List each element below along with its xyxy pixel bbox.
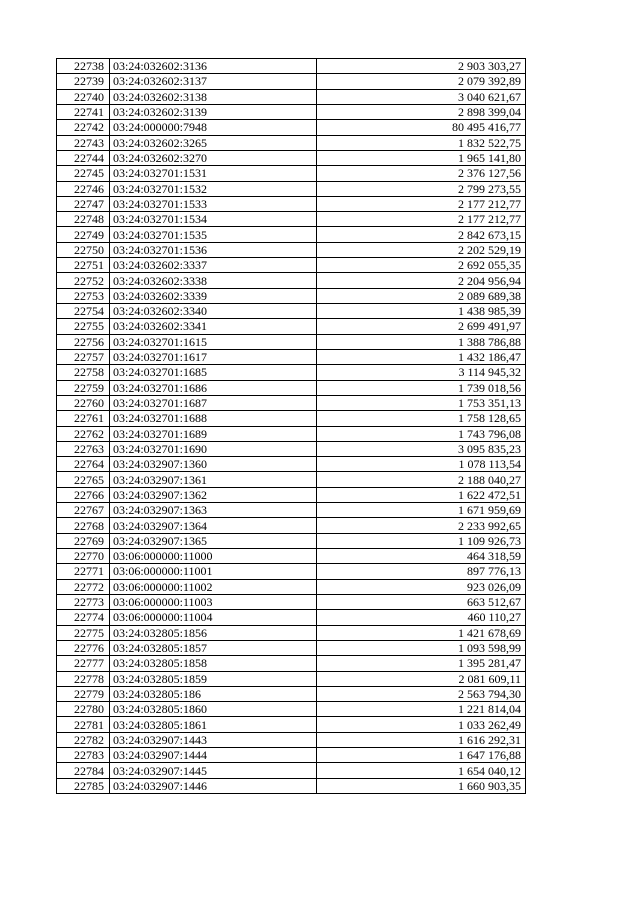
value-cell: 1 743 796,08 [317,426,526,441]
cadastral-number-cell: 03:24:032602:3265 [110,135,317,150]
row-number-cell: 22740 [57,89,110,104]
cadastral-number-cell: 03:24:032701:1536 [110,242,317,257]
table-row [57,487,526,502]
cadastral-number-cell: 03:24:032907:1445 [110,763,317,778]
value-cell: 2 799 273,55 [317,181,526,196]
row-number-cell: 22756 [57,334,110,349]
cadastral-number-cell: 03:24:032907:1365 [110,533,317,548]
table-row [57,120,526,135]
value-cell: 460 110,27 [317,610,526,625]
table-row [57,288,526,303]
cadastral-number-cell: 03:24:032602:3137 [110,74,317,89]
table-row [57,411,526,426]
table-row [57,365,526,380]
value-cell: 1 432 186,47 [317,349,526,364]
row-number-cell: 22772 [57,579,110,594]
value-cell: 1 832 522,75 [317,135,526,150]
value-cell: 1 221 814,04 [317,702,526,717]
value-cell: 2 903 303,27 [317,59,526,74]
table-row [57,594,526,609]
cadastral-number-cell: 03:24:032602:3341 [110,319,317,334]
row-number-cell: 22769 [57,533,110,548]
value-cell: 2 177 212,77 [317,196,526,211]
table-row [57,702,526,717]
cadastral-number-cell: 03:24:032805:1856 [110,625,317,640]
cadastral-number-cell: 03:24:032805:1859 [110,671,317,686]
cadastral-number-cell: 03:24:032602:3338 [110,273,317,288]
row-number-cell: 22759 [57,380,110,395]
value-cell: 2 563 794,30 [317,686,526,701]
row-number-cell: 22771 [57,564,110,579]
cadastral-number-cell: 03:24:032602:3139 [110,104,317,119]
row-number-cell: 22779 [57,686,110,701]
table-row [57,150,526,165]
table-row [57,334,526,349]
row-number-cell: 22745 [57,166,110,181]
cadastral-number-cell: 03:24:032602:3339 [110,288,317,303]
value-cell: 2 233 992,65 [317,518,526,533]
cadastral-number-cell: 03:24:032805:1861 [110,717,317,732]
value-cell: 464 318,59 [317,549,526,564]
value-cell: 2 692 055,35 [317,258,526,273]
cadastral-number-cell: 03:06:000000:11004 [110,610,317,625]
cadastral-number-cell: 03:24:032602:3136 [110,59,317,74]
row-number-cell: 22782 [57,732,110,747]
value-cell: 3 114 945,32 [317,365,526,380]
value-cell: 1 078 113,54 [317,457,526,472]
cadastral-number-cell: 03:24:032701:1690 [110,441,317,456]
table-row [57,349,526,364]
table-row [57,380,526,395]
table-row [57,472,526,487]
cadastral-number-cell: 03:06:000000:11002 [110,579,317,594]
row-number-cell: 22776 [57,640,110,655]
row-number-cell: 22754 [57,304,110,319]
table-row [57,686,526,701]
value-cell: 3 095 835,23 [317,441,526,456]
cadastral-number-cell: 03:24:032701:1685 [110,365,317,380]
table-row [57,533,526,548]
cadastral-number-cell: 03:24:032907:1364 [110,518,317,533]
data-table [56,58,526,794]
table-row [57,518,526,533]
row-number-cell: 22777 [57,656,110,671]
cadastral-number-cell: 03:24:032805:1860 [110,702,317,717]
table-row [57,748,526,763]
row-number-cell: 22751 [57,258,110,273]
table-row [57,304,526,319]
row-number-cell: 22766 [57,487,110,502]
table-row [57,640,526,655]
row-number-cell: 22744 [57,150,110,165]
row-number-cell: 22757 [57,349,110,364]
value-cell: 2 699 491,97 [317,319,526,334]
row-number-cell: 22749 [57,227,110,242]
row-number-cell: 22765 [57,472,110,487]
table-row [57,227,526,242]
cadastral-number-cell: 03:24:032907:1362 [110,487,317,502]
table-row [57,273,526,288]
row-number-cell: 22768 [57,518,110,533]
table-row [57,242,526,257]
table-row [57,395,526,410]
table-row [57,671,526,686]
row-number-cell: 22770 [57,549,110,564]
table-body [57,59,526,794]
value-cell: 80 495 416,77 [317,120,526,135]
cadastral-number-cell: 03:24:032701:1531 [110,166,317,181]
row-number-cell: 22738 [57,59,110,74]
table-row [57,564,526,579]
cadastral-number-cell: 03:24:032701:1534 [110,212,317,227]
row-number-cell: 22761 [57,411,110,426]
cadastral-number-cell: 03:24:032602:3270 [110,150,317,165]
table-row [57,549,526,564]
value-cell: 1 616 292,31 [317,732,526,747]
table-row [57,610,526,625]
row-number-cell: 22781 [57,717,110,732]
value-cell: 1 647 176,88 [317,748,526,763]
cadastral-number-cell: 03:24:032805:1858 [110,656,317,671]
cadastral-number-cell: 03:24:032907:1363 [110,503,317,518]
table-row [57,732,526,747]
table-row [57,59,526,74]
row-number-cell: 22773 [57,594,110,609]
value-cell: 1 395 281,47 [317,656,526,671]
cadastral-number-cell: 03:06:000000:11003 [110,594,317,609]
value-cell: 1 033 262,49 [317,717,526,732]
row-number-cell: 22750 [57,242,110,257]
cadastral-number-cell: 03:24:000000:7948 [110,120,317,135]
table-row [57,181,526,196]
value-cell: 663 512,67 [317,594,526,609]
row-number-cell: 22784 [57,763,110,778]
table-row [57,656,526,671]
table-row [57,74,526,89]
table-row [57,763,526,778]
table-row [57,503,526,518]
value-cell: 1 438 985,39 [317,304,526,319]
table-row [57,717,526,732]
value-cell: 3 040 621,67 [317,89,526,104]
value-cell: 1 758 128,65 [317,411,526,426]
row-number-cell: 22785 [57,778,110,793]
cadastral-number-cell: 03:24:032907:1444 [110,748,317,763]
table-row [57,258,526,273]
row-number-cell: 22755 [57,319,110,334]
row-number-cell: 22780 [57,702,110,717]
cadastral-number-cell: 03:06:000000:11001 [110,564,317,579]
row-number-cell: 22762 [57,426,110,441]
table-row [57,457,526,472]
cadastral-number-cell: 03:24:032907:1446 [110,778,317,793]
value-cell: 2 376 127,56 [317,166,526,181]
table-row [57,625,526,640]
table-row [57,319,526,334]
cadastral-number-cell: 03:24:032701:1532 [110,181,317,196]
cadastral-number-cell: 03:24:032602:3340 [110,304,317,319]
row-number-cell: 22739 [57,74,110,89]
cadastral-number-cell: 03:24:032602:3138 [110,89,317,104]
value-cell: 2 842 673,15 [317,227,526,242]
row-number-cell: 22747 [57,196,110,211]
row-number-cell: 22742 [57,120,110,135]
value-cell: 1 660 903,35 [317,778,526,793]
row-number-cell: 22746 [57,181,110,196]
value-cell: 2 089 689,38 [317,288,526,303]
cadastral-number-cell: 03:24:032907:1361 [110,472,317,487]
table-row [57,196,526,211]
row-number-cell: 22752 [57,273,110,288]
value-cell: 2 188 040,27 [317,472,526,487]
table-row [57,579,526,594]
table-row [57,212,526,227]
table-row [57,778,526,793]
cadastral-number-cell: 03:06:000000:11000 [110,549,317,564]
value-cell: 2 079 392,89 [317,74,526,89]
row-number-cell: 22748 [57,212,110,227]
cadastral-number-cell: 03:24:032701:1617 [110,349,317,364]
value-cell: 1 109 926,73 [317,533,526,548]
cadastral-number-cell: 03:24:032701:1689 [110,426,317,441]
row-number-cell: 22783 [57,748,110,763]
table-row [57,426,526,441]
value-cell: 897 776,13 [317,564,526,579]
cadastral-number-cell: 03:24:032805:186 [110,686,317,701]
row-number-cell: 22764 [57,457,110,472]
table-row [57,135,526,150]
row-number-cell: 22767 [57,503,110,518]
table-row [57,166,526,181]
value-cell: 2 177 212,77 [317,212,526,227]
value-cell: 1 739 018,56 [317,380,526,395]
cadastral-number-cell: 03:24:032907:1443 [110,732,317,747]
value-cell: 1 753 351,13 [317,395,526,410]
value-cell: 1 093 598,99 [317,640,526,655]
value-cell: 923 026,09 [317,579,526,594]
table-row [57,104,526,119]
row-number-cell: 22775 [57,625,110,640]
cadastral-number-cell: 03:24:032701:1688 [110,411,317,426]
value-cell: 1 671 959,69 [317,503,526,518]
value-cell: 2 202 529,19 [317,242,526,257]
cadastral-number-cell: 03:24:032701:1687 [110,395,317,410]
cadastral-number-cell: 03:24:032907:1360 [110,457,317,472]
row-number-cell: 22760 [57,395,110,410]
value-cell: 1 622 472,51 [317,487,526,502]
cadastral-number-cell: 03:24:032701:1533 [110,196,317,211]
value-cell: 2 204 956,94 [317,273,526,288]
cadastral-number-cell: 03:24:032805:1857 [110,640,317,655]
value-cell: 1 654 040,12 [317,763,526,778]
cadastral-number-cell: 03:24:032701:1686 [110,380,317,395]
row-number-cell: 22743 [57,135,110,150]
value-cell: 2 081 609,11 [317,671,526,686]
value-cell: 2 898 399,04 [317,104,526,119]
value-cell: 1 965 141,80 [317,150,526,165]
table-row [57,89,526,104]
row-number-cell: 22753 [57,288,110,303]
row-number-cell: 22758 [57,365,110,380]
value-cell: 1 421 678,69 [317,625,526,640]
row-number-cell: 22774 [57,610,110,625]
row-number-cell: 22741 [57,104,110,119]
value-cell: 1 388 786,88 [317,334,526,349]
row-number-cell: 22763 [57,441,110,456]
cadastral-number-cell: 03:24:032701:1535 [110,227,317,242]
row-number-cell: 22778 [57,671,110,686]
table-row [57,441,526,456]
cadastral-number-cell: 03:24:032602:3337 [110,258,317,273]
cadastral-number-cell: 03:24:032701:1615 [110,334,317,349]
